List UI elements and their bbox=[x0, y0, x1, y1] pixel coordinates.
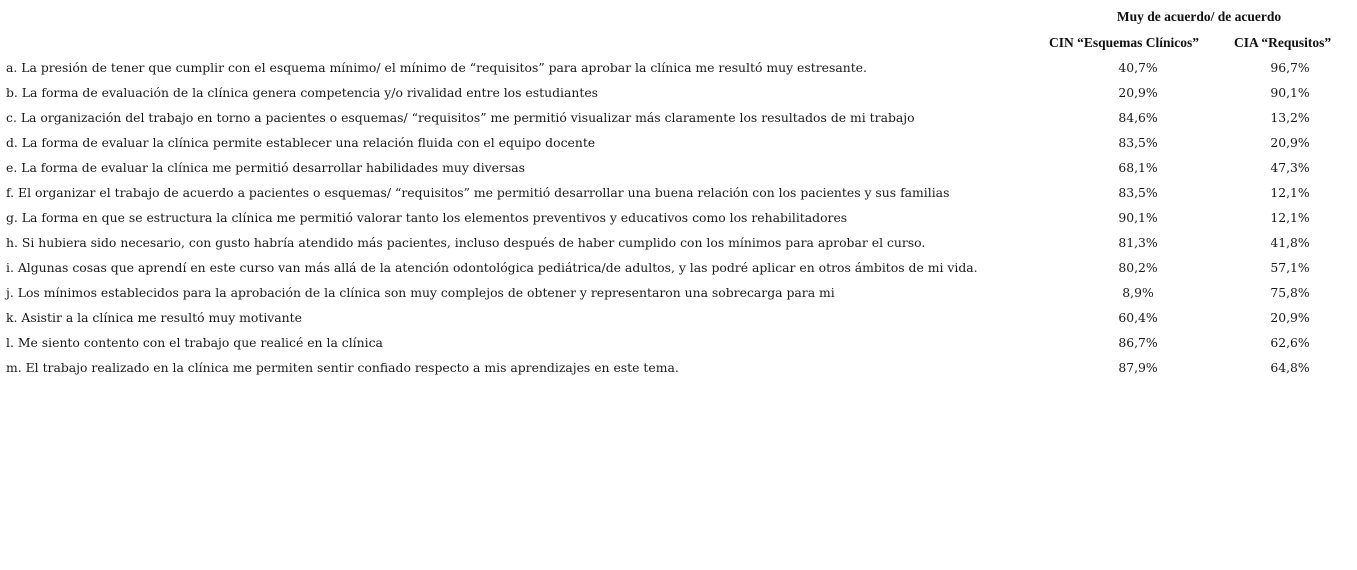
cin-percentage: 90,1% bbox=[1118, 210, 1158, 225]
table-row bbox=[0, 55, 1357, 80]
cia-percentage: 57,1% bbox=[1270, 260, 1310, 275]
cin-percentage: 20,9% bbox=[1118, 85, 1158, 100]
cin-percentage: 80,2% bbox=[1118, 260, 1158, 275]
table-row bbox=[0, 105, 1357, 130]
statement-text: g. La forma en que se estructura la clínica me permitió valorar tanto los elementos preventivos y educativos como los rehabilitadores bbox=[6, 210, 848, 225]
cin-percentage: 84,6% bbox=[1118, 110, 1158, 125]
cia-percentage: 20,9% bbox=[1270, 310, 1310, 325]
cia-percentage: 47,3% bbox=[1270, 160, 1310, 175]
statement-text: c. La organización del trabajo en torno a pacientes o esquemas/ “requisitos” me permitió visualizar más claramente los resultados de mi trabajo bbox=[6, 110, 915, 125]
cin-percentage: 8,9% bbox=[1122, 285, 1154, 300]
cia-percentage: 13,2% bbox=[1270, 110, 1310, 125]
table-row bbox=[0, 255, 1357, 280]
statement-text: a. La presión de tener que cumplir con el esquema mínimo/ el mínimo de “requisitos” para aprobar la clínica me resultó muy estresante. bbox=[6, 60, 867, 75]
statement-text: h. Si hubiera sido necesario, con gusto habría atendido más pacientes, incluso después de haber cumplido con los mínimos para aprobar el curso. bbox=[6, 235, 926, 250]
statement-text: j. Los mínimos establecidos para la aprobación de la clínica son muy complejos de obtener y representaron una sobrecarga para mi bbox=[6, 285, 835, 300]
statement-text: m. El trabajo realizado en la clínica me permiten sentir confiado respecto a mis aprendizajes en este tema. bbox=[6, 360, 679, 375]
table-row bbox=[0, 305, 1357, 330]
cia-percentage: 64,8% bbox=[1270, 360, 1310, 375]
table-row bbox=[0, 205, 1357, 230]
cia-percentage: 75,8% bbox=[1270, 285, 1310, 300]
column-header-cin: CIN “Esquemas Clínicos” bbox=[1049, 35, 1200, 50]
table-row bbox=[0, 280, 1357, 305]
cia-percentage: 12,1% bbox=[1270, 185, 1310, 200]
statement-text: b. La forma de evaluación de la clínica genera competencia y/o rivalidad entre los estudiantes bbox=[6, 85, 599, 100]
cia-percentage: 20,9% bbox=[1270, 135, 1310, 150]
statement-text: f. El organizar el trabajo de acuerdo a pacientes o esquemas/ “requisitos” me permitió desarrollar una buena relación con los pacientes y sus familias bbox=[6, 185, 950, 200]
cin-percentage: 86,7% bbox=[1118, 335, 1158, 350]
table-row bbox=[0, 130, 1357, 155]
statement-text: k. Asistir a la clínica me resultó muy motivante bbox=[6, 310, 302, 325]
survey-table bbox=[0, 55, 1357, 380]
column-header-cia: CIA “Requsitos” bbox=[1234, 35, 1332, 50]
cin-percentage: 83,5% bbox=[1118, 185, 1158, 200]
cia-percentage: 90,1% bbox=[1270, 85, 1310, 100]
cin-percentage: 68,1% bbox=[1118, 160, 1158, 175]
table-row bbox=[0, 155, 1357, 180]
cin-percentage: 40,7% bbox=[1118, 60, 1158, 75]
table-row bbox=[0, 230, 1357, 255]
cin-percentage: 83,5% bbox=[1118, 135, 1158, 150]
cia-percentage: 41,8% bbox=[1270, 235, 1310, 250]
cia-percentage: 96,7% bbox=[1270, 60, 1310, 75]
table-row bbox=[0, 80, 1357, 105]
table-row bbox=[0, 180, 1357, 205]
cin-percentage: 81,3% bbox=[1118, 235, 1158, 250]
statement-text: d. La forma de evaluar la clínica permite establecer una relación fluida con el equipo docente bbox=[6, 135, 596, 150]
statement-text: i. Algunas cosas que aprendí en este curso van más allá de la atención odontológica pediátrica/de adultos, y las podré aplicar en otros ámbitos de mi vida. bbox=[6, 260, 978, 275]
cia-percentage: 12,1% bbox=[1270, 210, 1310, 225]
statement-text: l. Me siento contento con el trabajo que realicé en la clínica bbox=[6, 335, 383, 350]
statement-text: e. La forma de evaluar la clínica me permitió desarrollar habilidades muy diversas bbox=[6, 160, 526, 175]
table-row bbox=[0, 355, 1357, 380]
cia-percentage: 62,6% bbox=[1270, 335, 1310, 350]
cin-percentage: 87,9% bbox=[1118, 360, 1158, 375]
table-row bbox=[0, 330, 1357, 355]
column-group-title: Muy de acuerdo/ de acuerdo bbox=[1116, 9, 1282, 24]
cin-percentage: 60,4% bbox=[1118, 310, 1158, 325]
